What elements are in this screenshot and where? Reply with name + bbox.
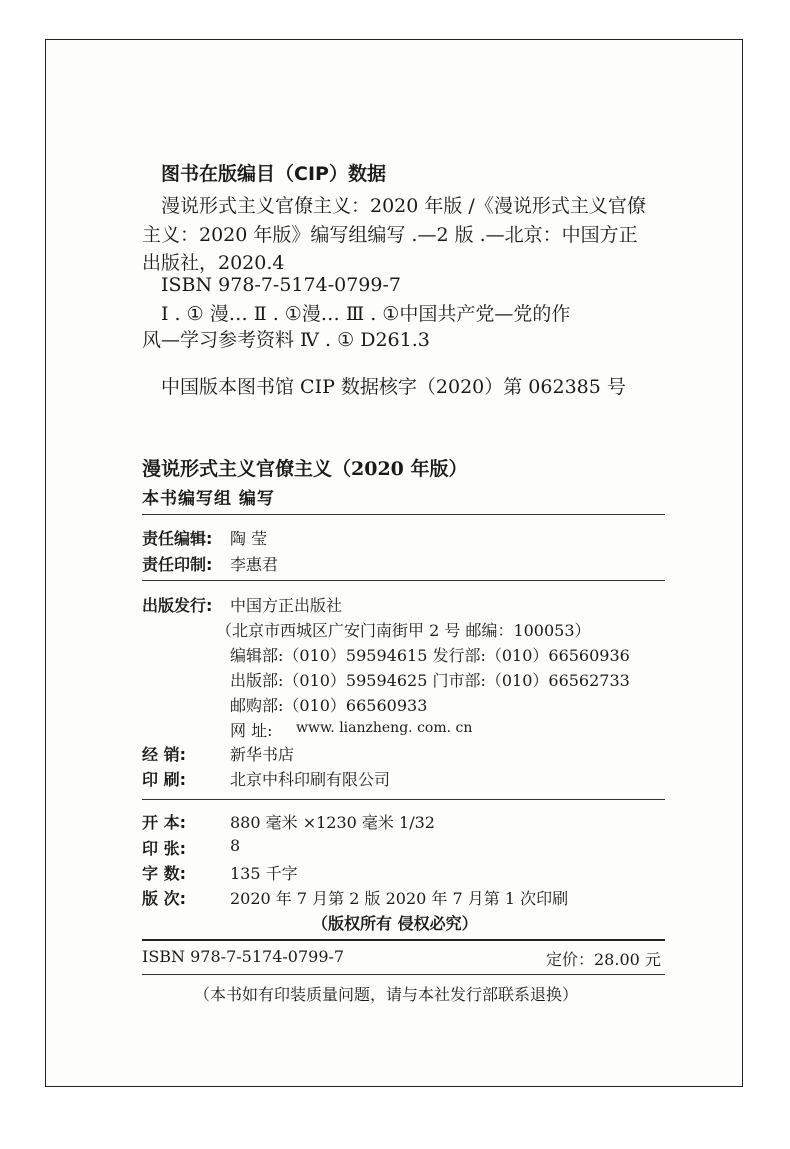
website-label: 网 址: bbox=[230, 721, 273, 740]
word-count-label: 字 数: bbox=[142, 864, 186, 883]
divider-1 bbox=[142, 514, 665, 515]
cip-record-number: 中国版本图书馆 CIP 数据核字（2020）第 062385 号 bbox=[161, 376, 626, 398]
price: 定价：28.00 元 bbox=[546, 950, 661, 969]
print-manager-value: 李惠君 bbox=[230, 555, 279, 574]
cip-classification-2: 风—学习参考资料 Ⅳ . ① D261.3 bbox=[142, 329, 430, 351]
divider-2 bbox=[142, 580, 665, 581]
cip-classification-1: Ⅰ . ① 漫… Ⅱ . ①漫… Ⅲ . ①中国共产党—党的作 bbox=[161, 303, 571, 325]
sheets-label: 印 张: bbox=[142, 839, 186, 858]
cip-isbn: ISBN 978-7-5174-0799-7 bbox=[161, 274, 401, 296]
rights-notice: （版权所有 侵权必究） bbox=[312, 914, 478, 933]
publisher-phones-2: 出版部:（010）59594625 门市部:（010）66562733 bbox=[230, 671, 630, 690]
divider-5 bbox=[142, 974, 665, 975]
editor-label: 责任编辑: bbox=[142, 529, 213, 548]
publisher-label: 出版发行: bbox=[142, 596, 213, 615]
format-label: 开 本: bbox=[142, 813, 186, 832]
publisher-phones-3: 邮购部:（010）66560933 bbox=[230, 696, 428, 715]
website-value: www. lianzheng. com. cn bbox=[296, 720, 473, 736]
publisher-phones-1: 编辑部:（010）59594615 发行部:（010）66560936 bbox=[230, 646, 630, 665]
footer-isbn: ISBN 978-7-5174-0799-7 bbox=[142, 947, 345, 966]
printer-value: 北京中科印刷有限公司 bbox=[230, 770, 391, 789]
distributor-value: 新华书店 bbox=[230, 745, 295, 764]
book-title: 漫说形式主义官僚主义（2020 年版） bbox=[142, 458, 468, 480]
format-value: 880 毫米 ×1230 毫米 1/32 bbox=[230, 813, 435, 832]
printer-label: 印 刷: bbox=[142, 770, 186, 789]
edition-label: 版 次: bbox=[142, 889, 186, 908]
divider-4 bbox=[142, 939, 665, 941]
cip-line-2: 主义：2020 年版》编写组编写 .—2 版 .—北京：中国方正 bbox=[142, 224, 638, 246]
return-notice: （本书如有印装质量问题，请与本社发行部联系退换） bbox=[194, 985, 579, 1004]
publisher-address: （北京市西城区广安门南街甲 2 号 邮编：100053） bbox=[216, 621, 591, 640]
cip-title: 图书在版编目（CIP）数据 bbox=[161, 163, 386, 185]
copyright-page bbox=[45, 39, 743, 1087]
publisher-name: 中国方正出版社 bbox=[230, 596, 343, 615]
word-count-value: 135 千字 bbox=[230, 864, 298, 883]
editor-value: 陶 莹 bbox=[230, 529, 268, 548]
edition-value: 2020 年 7 月第 2 版 2020 年 7 月第 1 次印刷 bbox=[230, 889, 569, 908]
cip-line-1: 漫说形式主义官僚主义：2020 年版 /《漫说形式主义官僚 bbox=[161, 195, 646, 217]
book-author: 本书编写组 编写 bbox=[142, 489, 275, 509]
divider-3 bbox=[142, 799, 665, 800]
cip-line-3: 出版社，2020.4 bbox=[142, 252, 285, 274]
sheets-value: 8 bbox=[230, 836, 241, 855]
print-manager-label: 责任印制: bbox=[142, 555, 213, 574]
distributor-label: 经 销: bbox=[142, 745, 186, 764]
